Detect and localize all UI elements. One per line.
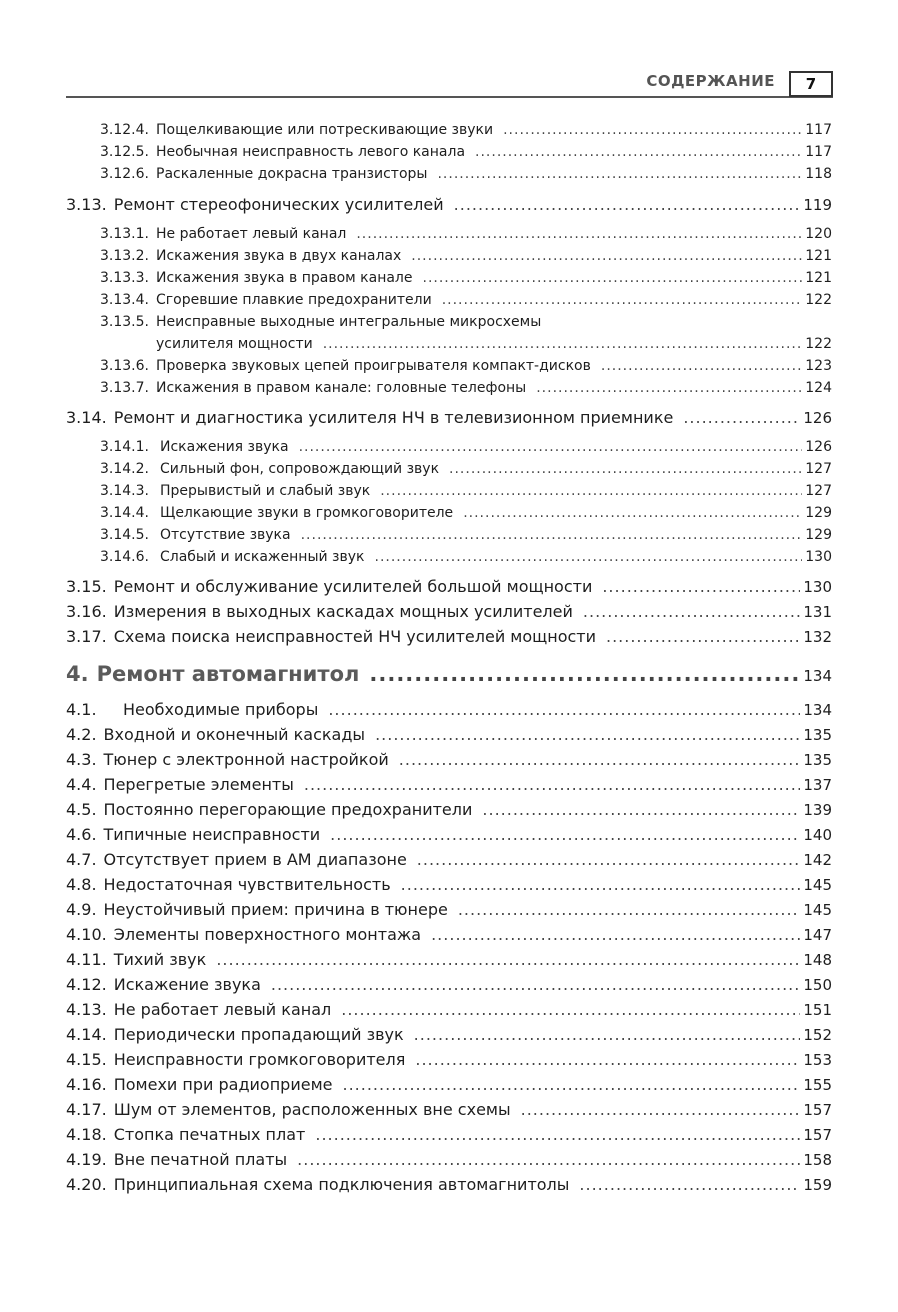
toc-entry-title: Стопка печатных плат [113,1125,306,1144]
toc-leader-dots [606,627,800,646]
toc-entry-title: Схема поиска неисправностей НЧ усилителей мощности [113,627,596,646]
toc-entry-title: Тюнер с электронной настройкой [103,750,389,769]
toc-entry-page: 117 [805,122,832,138]
toc-entry-number: 3.13.2. [100,248,149,264]
toc-entry-title: Неисправные выходные интегральные микросхемы [156,314,542,330]
toc-entry[interactable] [66,602,832,621]
toc-entry-page: 135 [803,751,832,769]
toc-entry[interactable] [66,825,832,844]
toc-leader-dots [343,1075,801,1094]
toc-leader-dots [297,1150,800,1169]
toc-entry-title: Ремонт и диагностика усилителя НЧ в телевизионном приемнике [113,408,674,427]
toc-entry-page: 122 [805,336,832,352]
toc-entry-title: Искажения звука в двух каналах [156,248,402,264]
toc-entry-number: 4.11. [66,950,107,969]
toc-entry-title: Искажения звука [160,439,289,455]
toc-entry-number: 4.15. [66,1050,107,1069]
toc-leader-dots [536,380,802,396]
toc-entry-page: 130 [805,549,832,565]
toc-entry-page: 135 [803,726,832,744]
running-head-title: СОДЕРЖАНИЕ [646,72,775,90]
toc-entry-page: 120 [805,226,832,242]
toc-entry-page: 155 [803,1076,832,1094]
toc-entry-title: Проверка звуковых цепей проигрывателя компакт-дисков [156,358,591,374]
toc-entry-title: Измерения в выходных каскадах мощных усилителей [113,602,573,621]
toc-leader-dots [417,850,801,869]
toc-entry[interactable] [100,122,832,138]
toc-entry-page: 122 [805,292,832,308]
toc-entry-title: Сильный фон, сопровождающий звук [160,461,440,477]
toc-entry[interactable] [66,1000,832,1019]
toc-leader-dots [375,725,800,744]
toc-leader-dots [683,408,800,427]
toc-entry-number: 4.18. [66,1125,107,1144]
toc-entry-number: 4.1. [66,700,97,719]
toc-entry-page: 145 [803,876,832,894]
toc-entry-title: Тихий звук [113,950,207,969]
toc-entry[interactable] [100,505,832,521]
toc-entry-page: 147 [803,926,832,944]
toc-entry-number: 4.9. [66,900,97,919]
toc-entry-title: Неисправности громкоговорителя [113,1050,406,1069]
toc-leader-dots [415,1050,800,1069]
toc-leader-dots [328,700,800,719]
toc-entry[interactable] [100,166,832,182]
toc-entry[interactable] [66,800,832,819]
toc-leader-dots [414,1025,801,1044]
toc-entry-page: 140 [803,826,832,844]
toc-entry-title: Постоянно перегорающие предохранители [103,800,473,819]
toc-leader-dots [315,1125,800,1144]
header-rule [66,96,833,98]
toc-leader-dots [423,270,803,286]
toc-entry-number: 3.13. [66,195,107,214]
toc-entry-page: 131 [803,603,832,621]
toc-entry-page: 142 [803,851,832,869]
toc-entry[interactable] [66,1025,832,1044]
toc-entry-title: Недостаточная чувствительность [103,875,391,894]
toc-entry-number: 3.14.5. [100,527,149,543]
toc-leader-dots [463,505,802,521]
toc-entry-page: 127 [805,461,832,477]
toc-entry-page: 118 [805,166,832,182]
toc-leader-dots [449,461,802,477]
toc-entry-number: 4.13. [66,1000,107,1019]
toc-entry[interactable] [100,314,541,330]
toc-entry[interactable] [66,577,832,596]
toc-entry[interactable] [100,226,832,242]
toc-entry-page: 145 [803,901,832,919]
toc-entry-title: Помехи при радиоприеме [113,1075,333,1094]
toc-entry[interactable] [66,975,832,994]
toc-entry-title: Отсутствие звука [160,527,291,543]
toc-entry[interactable] [100,439,832,455]
toc-leader-dots [442,292,803,308]
toc-entry-number: 3.14.4. [100,505,149,521]
page-number: 7 [789,71,833,97]
toc-entry-page: 148 [803,951,832,969]
toc-entry[interactable] [66,1175,832,1194]
toc-entry-page: 121 [805,248,832,264]
toc-entry-page: 126 [805,439,832,455]
toc-leader-dots [411,248,802,264]
toc-leader-dots [304,775,800,794]
toc-entry-title: Шум от элементов, расположенных вне схемы [113,1100,511,1119]
toc-entry-number: 3.13.7. [100,380,149,396]
toc-entry[interactable] [100,292,832,308]
toc-leader-dots [503,122,802,138]
toc-entry-title: Необычная неисправность левого канала [156,144,466,160]
toc-entry[interactable] [66,195,832,214]
toc-entry-title: Неустойчивый прием: причина в тюнере [103,900,448,919]
toc-entry[interactable] [100,144,832,160]
toc-entry-title: Щелкающие звуки в громкоговорителе [160,505,454,521]
toc-entry-continuation[interactable] [156,336,832,352]
toc-leader-dots [216,950,800,969]
toc-entry-number: 3.15. [66,577,107,596]
toc-entry-number: 4.6. [66,825,97,844]
toc-entry-page: 126 [803,409,832,427]
toc-leader-dots [369,662,800,686]
toc-entry-title: Искажения звука в правом канале [156,270,413,286]
toc-entry-page: 153 [803,1051,832,1069]
toc-entry-page: 129 [805,527,832,543]
toc-entry-page: 150 [803,976,832,994]
toc-entry[interactable] [100,461,832,477]
toc-entry-page: 117 [805,144,832,160]
toc-entry-number: 4.10. [66,925,107,944]
toc-entry-page: 158 [803,1151,832,1169]
toc-entry-page: 157 [803,1126,832,1144]
toc-leader-dots [399,750,801,769]
toc-entry-number: 3.13.3. [100,270,149,286]
toc-leader-dots [356,226,802,242]
toc-entry-number: 3.13.6. [100,358,149,374]
toc-entry[interactable] [100,380,832,396]
toc-leader-dots [375,549,803,565]
toc-entry-title: Не работает левый канал [156,226,347,242]
toc-entry-page: 134 [803,667,832,685]
toc-entry-page: 159 [803,1176,832,1194]
toc-entry[interactable] [66,850,832,869]
toc-entry-number: 4.8. [66,875,97,894]
toc-entry-title: Не работает левый канал [113,1000,332,1019]
toc-entry[interactable] [66,750,832,769]
toc-entry[interactable] [100,270,832,286]
toc-entry-number: 4.4. [66,775,97,794]
toc-entry[interactable] [100,527,832,543]
toc-entry[interactable] [66,875,832,894]
toc-entry[interactable] [66,775,832,794]
toc-entry-number: 4.3. [66,750,97,769]
toc-entry-title: Ремонт и обслуживание усилителей большой мощности [113,577,593,596]
toc-leader-dots [601,358,802,374]
toc-leader-dots [401,875,801,894]
toc-entry-title: Слабый и искаженный звук [160,549,365,565]
toc-entry-number: 4.20. [66,1175,107,1194]
toc-entry-number: 4.7. [66,850,97,869]
toc-entry[interactable] [100,248,832,264]
toc-entry[interactable] [66,1050,832,1069]
toc-entry-number: 3.14.3. [100,483,149,499]
toc-leader-dots [521,1100,801,1119]
toc-entry[interactable] [100,483,832,499]
toc-entry-number: 3.13.1. [100,226,149,242]
toc-entry-number: 3.12.5. [100,144,149,160]
toc-entry[interactable] [66,1125,832,1144]
toc-entry-page: 139 [803,801,832,819]
toc-entry[interactable] [66,900,832,919]
toc-entry[interactable] [100,358,832,374]
toc-entry-page: 121 [805,270,832,286]
toc-entry[interactable] [66,725,832,744]
toc-entry-title: Сгоревшие плавкие предохранители [156,292,432,308]
toc-entry-number: 3.12.4. [100,122,149,138]
toc-entry-title: Периодически пропадающий звук [113,1025,404,1044]
toc-entry-page: 157 [803,1101,832,1119]
toc-entry-page: 127 [805,483,832,499]
toc-entry-page: 152 [803,1026,832,1044]
toc-entry[interactable] [66,950,832,969]
toc-entry-page: 132 [803,628,832,646]
toc-entry-number: 3.16. [66,602,107,621]
toc-entry-number: 3.17. [66,627,107,646]
toc-entry-number: 3.14.1. [100,439,149,455]
toc-entry-page: 134 [803,701,832,719]
toc-leader-dots [454,195,801,214]
toc-leader-dots [437,166,802,182]
toc-leader-dots [323,336,803,352]
toc-entry-number: 3.14. [66,408,107,427]
toc-entry-title: Искажения в правом канале: головные телефоны [156,380,527,396]
toc-leader-dots [341,1000,800,1019]
toc-entry-number: 3.14.6. [100,549,149,565]
toc-entry-title: Перегретые элементы [103,775,294,794]
toc-entry-number: 3.13.5. [100,314,149,330]
toc-leader-dots [301,527,803,543]
toc-leader-dots [583,602,800,621]
toc-leader-dots [482,800,800,819]
toc-entry-title: Вне печатной платы [113,1150,288,1169]
toc-entry-number: 4.5. [66,800,97,819]
toc-entry-number: 4.12. [66,975,107,994]
toc-entry[interactable] [66,627,832,646]
toc-entry-title: Пощелкивающие или потрескивающие звуки [156,122,494,138]
toc-entry-title: Прерывистый и слабый звук [160,483,371,499]
toc-entry-number: 4.16. [66,1075,107,1094]
toc-chapter-number: 4. [66,662,89,686]
toc-entry[interactable] [66,1075,832,1094]
toc-entry-number: 4.19. [66,1150,107,1169]
toc-leader-dots [330,825,800,844]
toc-entry-page: 137 [803,776,832,794]
toc-leader-dots [431,925,800,944]
toc-leader-dots [271,975,800,994]
toc-entry-title: Ремонт стереофонических усилителей [113,195,444,214]
toc-leader-dots [475,144,802,160]
toc-entry[interactable] [66,1100,832,1119]
toc-entry-page: 129 [805,505,832,521]
toc-entry[interactable] [66,925,832,944]
toc-chapter-entry[interactable] [66,662,832,686]
toc-leader-dots [602,577,800,596]
toc-leader-dots [299,439,803,455]
toc-entry-page: 151 [803,1001,832,1019]
toc-entry-title: Отсутствует прием в АМ диапазоне [103,850,407,869]
toc-entry[interactable] [100,549,832,565]
page-header [66,70,833,98]
toc-leader-dots [458,900,801,919]
toc-entry-number: 4.17. [66,1100,107,1119]
toc-leader-dots [579,1175,800,1194]
toc-entry-page: 124 [805,380,832,396]
toc-entry-number: 4.2. [66,725,97,744]
toc-entry-number: 3.14.2. [100,461,149,477]
toc-leader-dots [380,483,802,499]
toc-entry-number: 4.14. [66,1025,107,1044]
toc-entry-number: 3.13.4. [100,292,149,308]
toc-entry-number: 3.12.6. [100,166,149,182]
toc-entry-title: Искажение звука [113,975,261,994]
toc-entry[interactable] [66,408,832,427]
toc-entry-title: Необходимые приборы [123,700,319,719]
toc-entry[interactable] [66,700,832,719]
toc-entry-title: Входной и оконечный каскады [103,725,366,744]
toc-entry-title: Раскаленные докрасна транзисторы [156,166,428,182]
toc-entry[interactable] [66,1150,832,1169]
toc-entry-page: 130 [803,578,832,596]
toc-chapter-title: Ремонт автомагнитол [96,662,360,686]
toc-entry-page: 123 [805,358,832,374]
toc-entry-title-continued: усилителя мощности [156,336,313,352]
toc-entry-page: 119 [803,196,832,214]
toc-entry-title: Принципиальная схема подключения автомагнитолы [113,1175,570,1194]
toc-entry-title: Типичные неисправности [103,825,321,844]
toc-entry-title: Элементы поверхностного монтажа [113,925,422,944]
